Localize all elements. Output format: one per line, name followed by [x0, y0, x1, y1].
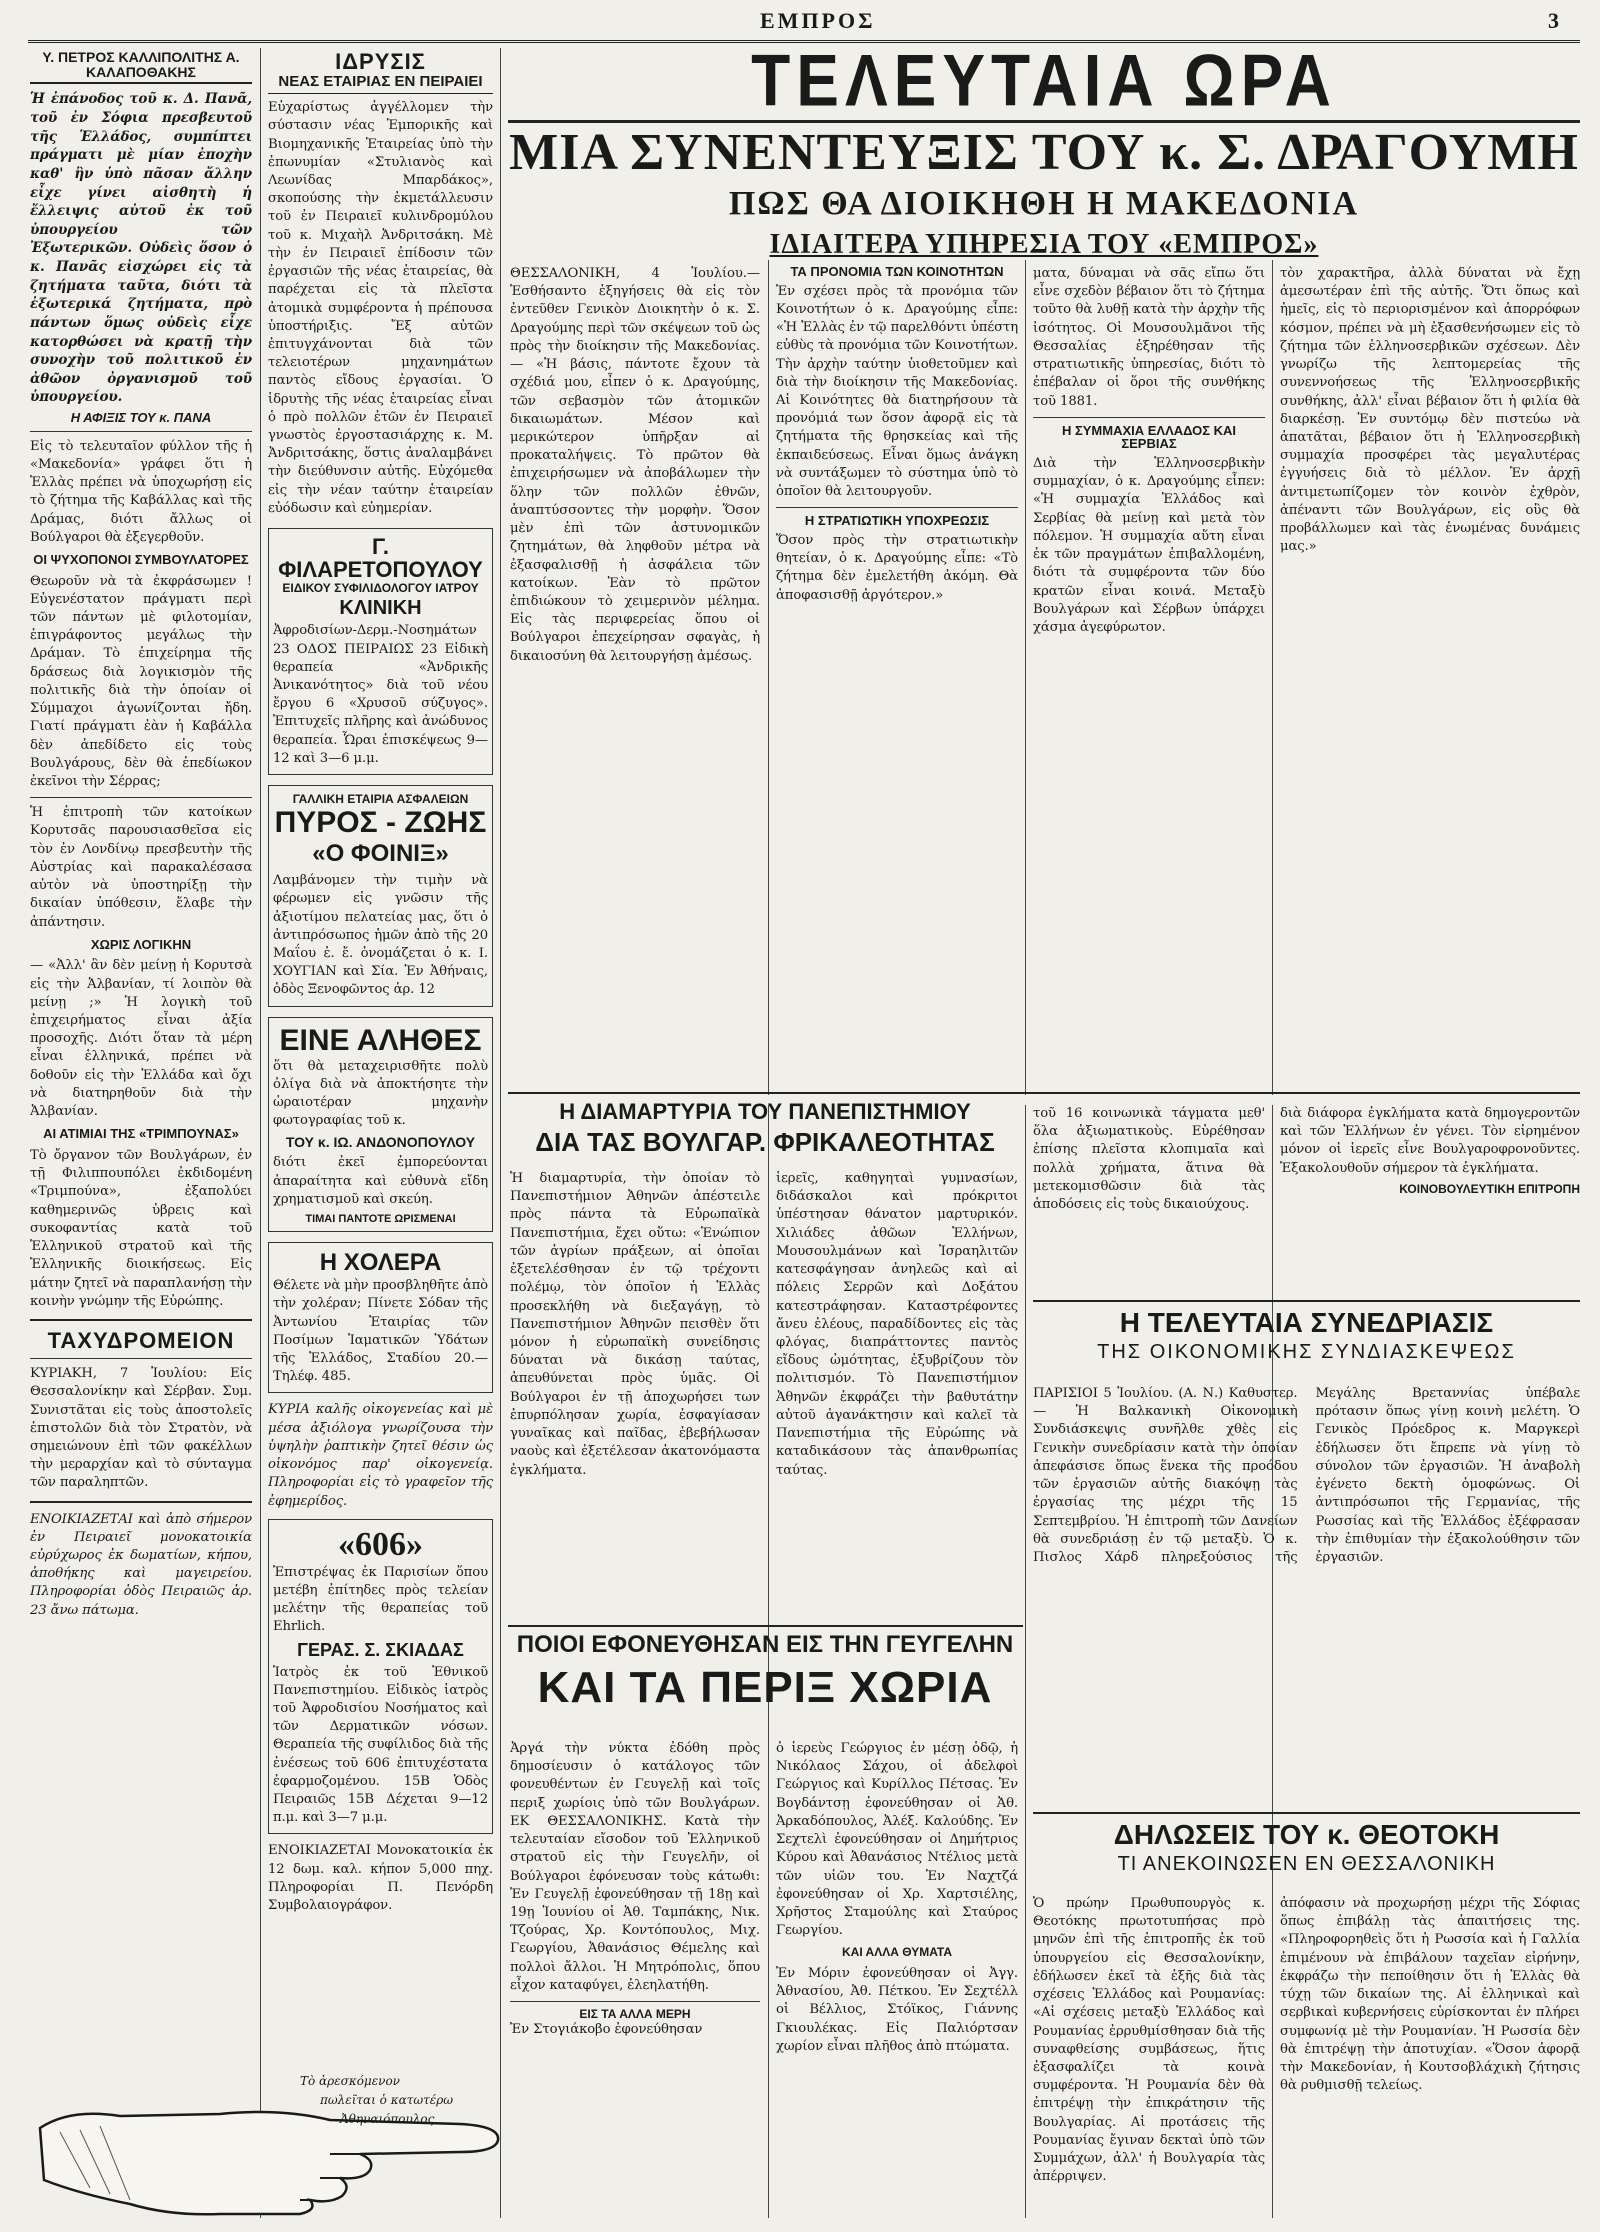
- alithes-text: ὅτι θὰ μεταχειρισθῆτε πολὺ ὀλίγα διὰ νὰ ἀποκτήσητε τὴν ὡραιοτέραν μηχανὴν φωτογραφίας τοῦ κ.: [273, 1058, 488, 1129]
- university-column-b: [776, 1170, 1018, 1620]
- university-heading: Η ΔΙΑΜΑΡΤΥΡΙΑ ΤΟΥ ΠΑΝΕΠΙΣΤΗΜΙΟΥ: [559, 1100, 971, 1124]
- subheading: ΧΩΡΙΣ ΛΟΓΙΚΗΝ: [90, 936, 192, 952]
- ad-606: [268, 1519, 493, 1835]
- column-rule: [1025, 260, 1026, 1095]
- committee-label: ΚΟΙΝΟΒΟΥΛΕΥΤΙΚΗ ΕΠΙΤΡΟΠΗ: [1399, 1181, 1580, 1196]
- main-column-c: [1033, 265, 1265, 1085]
- column-rule: [500, 48, 501, 2218]
- hand-caption-line: πωλεῖται ὁ κατωτέρω: [320, 2093, 454, 2108]
- rent-notice-2: ΕΝΟΙΚΙΑΖΕΤΑΙ Μονοκατοικία ἐκ 12 δωμ. καλ. κήπον 5,000 πηχ. Πληροφορίαι Π. Πενόρδη Συμβολαιογράφον.: [268, 1843, 493, 1914]
- article-text: Ἡ ἐπάνοδος τοῦ κ. Δ. Πανᾶ, τοῦ ἐν Σόφια πρεσβευτοῦ τῆς Ἑλλάδος, συμπίπτει πράγματι μὲ μίαν ἐποχὴν καθ' ἣν ὑπὸ πᾶσαν ἄλλην εἶχε γίνει αἰσθητὴ ἡ ἔλλειψις αὐτοῦ ἐκ τοῦ ὑπουργείου τῶν Ἐξωτερικῶν. Οὐδεὶς ὅσον ὁ κ. Πανᾶς εἰσχώρει εἰς τὰ ζητήματα ταῦτα, διότι τὰ ἐξωτερικά ζητήματα, πρὸ πάντων ὅμως οὐδεὶς εἶχε κατορθώσει νὰ κρατῇ τὴν συνοχὴν τοῦ πολιτικοῦ ἐν ἀθῶον ὀργανισμοῦ τοῦ ὑπουργείου.: [30, 91, 252, 406]
- insurance-ad: [268, 785, 493, 1007]
- article-text: τοῦ 16 κοινωνικὰ τάγματα μεθ' ὅλα ἀξιωματικοὺς. Εὑρέθησαν ἐπίσης πλεῖστα κλοπιμαῖα καὶ πολλὰ χρήματα, ἅτινα θὰ μετεκομισθῶσιν διὰ τὰς ἀποδόσεις εἰς τοὺς δικαιούχους.: [1033, 1106, 1265, 1213]
- article-text: Ὅσον πρὸς τὴν στρατιωτικὴν θητείαν, ὁ κ. Δραγούμης εἶπε: «Τὸ ζήτημα δὲν ἐμελετήθη ἀκόμη. Θὰ ἀποφασισθῇ ἀργότερον.»: [776, 532, 1018, 603]
- university-heading-2: ΔΙΑ ΤΑΣ ΒΟΥΛΓΑΡ. ΦΡΙΚΑΛΕΟΤΗΤΑΣ: [535, 1127, 995, 1158]
- article-text: — «Ἀλλ' ἂν δὲν μείνῃ ἡ Κορυτσὰ εἰς τὴν Ἀλβανίαν, τί λοιπὸν θὰ μείνῃ ;» Ἡ λογικὴ τοῦ ἐπιχειρήματος εἶναι ἀξία προσοχῆς. Διότι ὅταν τὰ μέρη εἶναι ἑλληνικά, πρέπει νὰ δοθοῦν εἰς τὴν Ἑλλάδα καὶ ὄχι νὰ διατηρηθοῦν διὰ τὴν Ἀλβανίαν.: [30, 958, 252, 1120]
- column-rule: [260, 48, 261, 2218]
- article-text: Ἐν Στογιάκοβο ἐφονεύθησαν: [510, 2021, 703, 2037]
- divider: [30, 797, 252, 798]
- university-column-d: [1280, 1105, 1580, 1295]
- insurance-name: ΠΥΡΟΣ - ΖΩΗΣ: [274, 806, 487, 840]
- ad-606-text: Ἐπιστρέψας ἐκ Παρισίων ὅπου μετέβη ἐπίτηδες πρὸς τελείαν μελέτην τῆς θεραπείας τοῦ Ehrlich.: [273, 1564, 488, 1635]
- divider: [510, 2001, 760, 2002]
- cholera-text: Θέλετε νὰ μὴν προσβληθῆτε ἀπὸ τὴν χολέραν; Πίνετε Σόδαν τῆς Ἀντωνίου Ἑταιρίας τῶν Ποσίμων Ἰαματικῶν Ὑδάτων τῆς Ἑλλάδος, Σταδίου 20.—Τηλέφ. 485.: [273, 1278, 488, 1385]
- divider: [508, 1625, 1023, 1627]
- main-column-d: [1280, 265, 1580, 1085]
- theotokis-column-b: [1280, 1895, 1580, 2215]
- column-rule: [1025, 1105, 1026, 2218]
- rent-notice: ΕΝΟΙΚΙΑΖΕΤΑΙ καὶ ἀπὸ σήμερον ἐν Πειραιεῖ μονοκατοικία εὐρύχωρος ἐκ δωματίων, κήπου, ἀποθήκης καὶ μαγειρείου. Πληροφορίαι ὁδὸς Πειραιῶς ἀρ. 23 ἄνω πάτωμα.: [30, 1511, 252, 1618]
- column-2: [268, 50, 493, 2210]
- theotokis-heading: ΔΗΛΩΣΕΙΣ ΤΟΥ κ. ΘΕΟΤΟΚΗ: [1113, 1820, 1500, 1850]
- article-text: ἱερεῖς, καθηγηταὶ γυμνασίων, διδάσκαλοι καὶ πρόκριτοι ὑπέστησαν θάνατον μαρτυρικόν. Χιλιάδες ἀθῶων Ἑλλήνων, Μουσουλμάνων καὶ Ἰσραηλιτῶν κατεσφάγησαν ἀνηλεῶς καὶ αἱ πόλεις Σερρῶν καὶ Δοξάτου κατεστράφησαν. Καταστρέφοντες ἄνευ ἐλέους, παραδίδοντες εἰς τὰς φλόγας, διαπράττοντες παντὸς εἴδους ὠμότητας, ἐξυβρίζουν τὸν πολιτισμόν. Τὸ Πανεπιστήμιον Ἀθηνῶν ἐκφράζει τὴν βαθυτάτην αὐτοῦ ἀγανάκτησιν καὶ καλεῖ τὰ Πανεπιστήμια τῆς Εὐρώπης νὰ καταδικάσουν τὰς ἀπανθρωπίας ταύτας.: [776, 1171, 1018, 1478]
- masthead-rule: [28, 40, 1580, 43]
- alithes-text-2: διότι ἐκεῖ ἐμπορεύονται ἀπαραίτητα καὶ εὐθυνὰ εἴδη χρηματισμοῦ καὶ σκεύη.: [273, 1155, 488, 1207]
- divider: [30, 1319, 252, 1321]
- cholera-heading: Η ΧΟΛΕΡΑ: [319, 1249, 442, 1277]
- idrysis-subheading: ΝΕΑΣ ΕΤΑΙΡΙΑΣ ΕΝ ΠΕΙΡΑΙΕΙ: [268, 73, 493, 94]
- theotokis-heading-block: [1033, 1820, 1580, 1890]
- article-text: ματα, δύναμαι νὰ σᾶς εἴπω ὅτι εἶνε σχεδὸν βέβαιον ὅτι τὸ ζήτημα τοῦτο θὰ λυθῇ κατὰ τὴν ἀρχὴν τῆς ἰσότητος. Οἱ Μουσουλμᾶνοι τῆς Θεσσαλίας ἐξηρέθησαν τῆς στρατιωτικῆς ὑπηρεσίας, διότι τὸ ἐπέβαλαν οἱ ὅροι τῆς συνθήκης τοῦ 1881.: [1033, 266, 1265, 409]
- divider: [1033, 1300, 1580, 1302]
- divider: [1033, 1812, 1580, 1814]
- doctor-title: ΕΙΔΙΚΟΥ ΣΥΦΙΛΙΔΟΛΟΓΟΥ ΙΑΤΡΟΥ: [282, 581, 479, 596]
- skiadas-heading: ΓΕΡΑΣ. Σ. ΣΚΙΑΔΑΣ: [297, 1639, 464, 1660]
- article-text: Ἡ ἐπιτροπὴ τῶν κατοίκων Κορυτσᾶς παρουσιασθεῖσα εἰς τὸν ἐν Λονδίνῳ πρεσβευτὴν τῆς Αὐστρίας καὶ παρακαλέσασα αὐτὸν νὰ ὑποστηρίξῃ τὴν δικαίαν ὑπόθεσιν, ἔλαβε τὴν ἀπάντησιν.: [30, 805, 252, 930]
- killed-column-b: [776, 1740, 1018, 2210]
- author-heading: Υ. ΠΕΤΡΟΣ ΚΑΛΛΙΠΟΛΙΤΗΣ Α. ΚΑΛΑΠΟΘΑΚΗΣ: [30, 50, 252, 84]
- session-subheading: ΤΗΣ ΟΙΚΟΝΟΜΙΚΗΣ ΣΥΝΔΙΑΣΚΕΨΕΩΣ: [1097, 1341, 1516, 1364]
- subheading: ΟΙ ΨΥΧΟΠΟΝΟΙ ΣΥΜΒΟΥΛΑΤΟΡΕΣ: [33, 551, 249, 567]
- subheading: Η ΣΥΜΜΑΧΙΑ ΕΛΛΑΔΟΣ ΚΑΙ ΣΕΡΒΙΑΣ: [1061, 422, 1237, 452]
- article-text: Ἡ διαμαρτυρία, τὴν ὁποίαν τὸ Πανεπιστήμιον Ἀθηνῶν ἀπέστειλε πρὸς πάντα τὰ Εὐρωπαϊκὰ Πανεπιστήμια, ἔχει οὕτω: «Ἐνώπιον τῶν ἀγρίων πράξεων, αἱ ὁποῖαι ἐξετελέσθησαν ἐν τῷ τρέχοντι πολέμῳ, τὸν ὁποῖον ἡ Ἑλλὰς προσεκλήθη νὰ διεξαγάγῃ, τὸ Πανεπιστήμιον Ἀθηνῶν πεισθὲν ὅτι μόνον ἡ εὐρωπαϊκὴ συνείδησις δύναται νὰ δικάσῃ ταύτας, ἀπευθύνεται πρὸς ὑμᾶς. Οἱ Βούλγαροι ἐν τῇ ἀποχωρήσει των ἐπυρπόλησαν χωρία, ἐσφαγίασαν γυναῖκας καὶ παῖδας, ἐβεβήλωσαν ναοὺς καὶ ἐξετέλεσαν ἀκατονόμαστα ἐγκλήματα.: [510, 1171, 760, 1478]
- banner-macedonia: ΠΩΣ ΘΑ ΔΙΟΙΚΗΘΗ Η ΜΑΚΕΔΟΝΙΑ: [728, 185, 1360, 222]
- masthead-title: ΕΜΠΡΟΣ: [760, 8, 876, 33]
- insurance-heading: ΓΑΛΛΙΚΗ ΕΤΑΙΡΙΑ ΑΣΦΑΛΕΙΩΝ: [292, 792, 469, 807]
- main-column-a: [510, 265, 760, 1085]
- hand-caption-line: Ἀθηναιόπουλος: [340, 2112, 435, 2127]
- doctor-text: Ἀφροδισίων-Δερμ.-Νοσημάτων 23 ΟΔΟΣ ΠΕΙΡΑΙΩΣ 23 Εἰδικὴ θεραπεία «Ἀνδρικῆς Ἀνικανότητος» διὰ τοῦ νέου ἔργου 6 «Χρυσοῦ σύζυγος». Ἐπιτυχεῖς πλῆρης καὶ ἀνώδυνος θεραπεία. Ὧραι ἐπισκέψεως 9—12 καὶ 3—6 μ.μ.: [273, 623, 488, 766]
- main-column-b: [776, 265, 1018, 1085]
- post-text: ΚΥΡΙΑΚΗ, 7 Ἰουλίου: Εἰς Θεσσαλονίκην καὶ Σέρβαν. Συμ. Συνιστᾶται εἰς τοὺς ἀποστολεῖς ἐπιστολῶν διὰ τὸν Στρατὸν, νὰ σημειώνουν ἐπὶ τῶν φακέλλων τὴν μεραρχίαν καὶ τὸ σύνταγμα τῶν παραληπτῶν.: [30, 1366, 252, 1491]
- divider: [776, 507, 1018, 508]
- cholera-ad: [268, 1242, 493, 1393]
- banner-service: ΙΔΙΑΙΤΕΡΑ ΥΠΗΡΕΣΙΑ ΤΟΥ «ΕΜΠΡΟΣ»: [769, 229, 1319, 260]
- university-column-c: [1033, 1105, 1265, 1305]
- theotokis-column-a: [1033, 1895, 1265, 2215]
- divider: [1033, 417, 1265, 418]
- doctor-clinic: ΚΛΙΝΙΚΗ: [339, 597, 422, 620]
- article-text: Θεωροῦν νὰ τὰ ἐκφράσωμεν ! Εὐγενέστατον πράγματι περὶ τῶν πάντων μὲ φιλοτομίαν, ἐπιγράφοντος μεγάλως τὴν Δράμαν. Τὸ ἐπιχείρημα τῆς δράσεως διὰ λογικισμὸν τῆς πολιτικῆς διὰ τὴν ὁποίαν οἱ Σύμμαχοι ἀγωνίζονται ἤδη. Γιατί πράγματι ἐὰν ἡ Καβάλλα δὲν ἀπεδίδετο εἰς τοὺς Βουλγάρους, δὲν θὰ ἐπεδίωκον ἐκεῖνοι τὴν Σέρρας;: [30, 573, 252, 789]
- kyria-notice: ΚΥΡΙΑ καλῆς οἰκογενείας καὶ μὲ μέσα ἀξιόλογα γνωρίζουσα τὴν ὑψηλὴν ῥαπτικὴν ζητεῖ θέσιν ὡς οἰκονόμος παρ' οἰκογενείᾳ. Πληροφορίαι εἰς τὸ γραφεῖον τῆς ἐφημερίδος.: [268, 1402, 493, 1509]
- article-text: ὁ ἱερεὺς Γεώργιος ἐν μέσῃ ὁδῷ, ἡ Νικόλαος Σάχου, οἱ ἀδελφοὶ Γεώργιος καὶ Κυρίλλος Πέτσας. Ἐν Βογδάντσῃ ἐφονεύθησαν οἱ Ἀθ. Ἀρκαδόπουλος, Ἀλέξ. Καλούδης. Ἐν Σεχτελὶ ἐφονεύθησαν οἱ Δημήτριος Κύρου καὶ Ἀθανάσιος Ντέλιος μετὰ τῶν υἱῶν του. Ἐν Ναχτζά ἐφονεύθησαν οἱ Χρ. Χαρτσιέλης, Χρῆστος Σταμούλης καὶ Σταύρος Γεωργίου.: [776, 1741, 1018, 1939]
- article-text: διὰ διάφορα ἐγκλήματα κατὰ δημογεροντῶν καὶ τῶν Ἑλλήνων ἐν γένει. Τὸν εἰρημένον μόνον οἱ ἱερεῖς εἶνε Βουλγαροφρονοῦντες. Ἐξακολουθοῦν σήμερον τὰ ἐγκλήματα.: [1280, 1106, 1580, 1176]
- subheading: ΚΑΙ ΑΛΛΑ ΘΥΜΑΤΑ: [841, 1945, 952, 1960]
- page-number: 3: [1548, 8, 1559, 33]
- article-text: Ἀργά τὴν νύκτα ἐδόθη πρὸς δημοσίευσιν ὁ κατάλογος τῶν φονευθέντων ἐν Γευγελῇ καὶ τοῖς περιξ χωρίοις ὑπὸ τῶν Βουλγάρων. ΕΚ ΘΕΣΣΑΛΟΝΙΚΗΣ. Κατὰ τὴν τελευταίαν εἴσοδον τοῦ Ἑλληνικοῦ στρατοῦ εἰς τὴν Γευγελῆν, οἱ Βούλγαροι ἐφόνευσαν τοὺς κάτωθι: Ἐν Γευγελῇ ἐφονεύθησαν τῇ 18ῃ καὶ 19ῃ Ἰουνίου οἱ Ἀθ. Ταμπάκης, Νικ. Τζούρας, Χρ. Κοντόπουλος, Μιχ. Γεωργίου, Ἀθανάσιος Θέμελης καὶ πολλοὶ ἄλλοι. Ἡ Μητρόπολις, ὅπου εἶχον καταφύγει, ἐλεηλατήθη.: [510, 1741, 760, 1993]
- doctor-ad: [268, 528, 493, 775]
- subheading: Η ΣΤΡΑΤΙΩΤΙΚΗ ΥΠΟΧΡΕΩΣΙΣ: [804, 513, 990, 529]
- article-text: Ἐν Μόριν ἐφονεύθησαν οἱ Ἀγγ. Ἀθνασίου, Ἀθ. Πέτκου. Ἐν Σεχτέλλ οἱ Βέλλιος, Στόϊκος, Γιάννης Γκιουλέκας. Εἰς Παλιόρτσαν χωρίον εἶναι πλῆθος ἀπὸ πτώματα.: [776, 1966, 1018, 2054]
- article-text: Διὰ τὴν Ἑλληνοσερβικὴν συμμαχίαν, ὁ κ. Δραγούμης εἶπεν: «Ἡ συμμαχία Ἑλλάδος καὶ Σερβίας θὰ μείνῃ καὶ μετὰ τὸν πόλεμον. Ἡ συμμαχία αὕτη εἶναι ἐκ τῶν πραγμάτων ἐπιβαλλομένη, διότι τὰ συμφέροντα τῶν δύο κρατῶν εἶναι κοινά. Μεταξὺ Βουλγάρων καὶ Σέρβων ὑπάρχει χάσμα ἀγεφύρωτον.: [1033, 456, 1265, 635]
- killed-heading: ΠΟΙΟΙ ΕΦΟΝΕΥΘΗΣΑΝ ΕΙΣ ΤΗΝ ΓΕΥΓΕΛΗΝ: [516, 1632, 1014, 1658]
- section-label: Η ΑΦΙΞΙΣ ΤΟΥ κ. ΠΑΝΑ: [70, 410, 212, 425]
- killed-column-a: [510, 1740, 760, 2210]
- idrysis-heading: ΙΔΡΥΣΙΣ: [335, 50, 426, 74]
- divider: [30, 431, 252, 432]
- divider: [30, 1358, 252, 1359]
- doctor-name: Γ. ΦΙΛΑΡΕΤΟΠΟΥΛΟΥ: [278, 534, 483, 583]
- photo-shop-ad: [268, 1017, 493, 1233]
- article-text: Εἰς τὸ τελευταῖον φύλλον τῆς ἡ «Μακεδονία» γράφει ὅτι ἡ Ἑλλὰς πρέπει νὰ ὑποχωρήσῃ εἰς τὸ ζήτημα τῆς Καβάλλας καὶ τῆς Δράμας, διότι ἄλλως οἱ Βούλγαροι θὰ ἐξεγερθοῦν.: [30, 438, 252, 545]
- killed-heading-block: [510, 1632, 1020, 1732]
- session-heading: Η ΤΕΛΕΥΤΑΙΑ ΣΥΝΕΔΡΙΑΣΙΣ: [1119, 1308, 1494, 1338]
- article-text: ἀπόφασιν νὰ προχωρήσῃ μέχρι τῆς Σόφιας ὅπως ἐπιβάλῃ τὰς ἀπαιτήσεις της. «Πληροφορηθεὶς ὅτι ἡ Ρωσσία καὶ ἡ Γαλλία ἐπιμένουν νὰ ἐπιβάλουν ταχεῖαν εἰρήνην, ἐκφράζω τὴν πεποίθησιν ὅτι ἡ Ἑλλὰς θὰ τύχῃ τῶν δικαίων της. Αἱ ἑλληνικαὶ καὶ σερβικαὶ κυβερνήσεις εὑρίσκονται ἐν πλήρει συμφωνίᾳ μὲ τὴν Ρουμανίαν. Ἡ Ρωσσία δὲν θὰ ἐπιτρέψῃ τὴν ἀποτυχίαν. «Ὅσον ἀφορᾷ τὴν Μακεδονίαν, ἡ Κουτσοβλάχικὴ ζήτησις θὰ ρυθμισθῇ τελείως.: [1280, 1896, 1580, 2094]
- alithes-shop: ΤΟΥ κ. ΙΩ. ΑΝΔΟΝΟΠΟΥΛΟΥ: [285, 1134, 476, 1151]
- column-rule: [768, 260, 769, 1095]
- university-column-a: [510, 1170, 760, 1620]
- divider: [30, 1501, 252, 1503]
- subheading: ΤΑ ΠΡΟΝΟΜΙΑ ΤΩΝ ΚΟΙΝΟΤΗΤΩΝ: [790, 265, 1004, 279]
- column-1: [30, 50, 252, 2060]
- subheading: ΑΙ ΑΤΙΜΙΑΙ ΤΗΣ «ΤΡΙΜΠΟΥΝΑΣ»: [43, 1126, 239, 1142]
- session-heading-block: [1033, 1308, 1580, 1378]
- ad-606-heading: «606»: [338, 1525, 423, 1563]
- subheading: ΕΙΣ ΤΑ ΑΛΛΑ ΜΕΡΗ: [579, 2007, 691, 2022]
- article-text: τὸν χαρακτῆρα, ἀλλὰ δύναται νὰ ἔχῃ ἀμεσωτέραν ἐπὶ τῆς αὐτῆς. Ὅτι ὅπως καὶ ἡμεῖς, εἰς τὸ περιορισμένον καὶ ἀπορρόφων κόσμον, πρέπει νὰ μὴ ἐξασθενήσωμεν εἰς τὸ ζήτημα τῶν ἑλληνοσερβικῶν σχέσεων. Δὲν γνωρίζω τῆς λεπτομερείας τῆς συνεννοήσεως τῆς Ἑλληνοσερβικῆς συνθήκης, ἀλλ' εἶναι βέβαιον ὅτι ἡ φιλία θὰ διαρκέσῃ. Ἐν συντόμῳ δὲν πιστεύω νὰ ἀπατᾶται, βέβαιον ὅτι ἡ Ἑλληνοσερβικὴ συμμαχία προσφέρει τὰς μεγαλυτέρας ἐγγυήσεις διὰ τὸ μέλλον. Ἐν ἀρχῇ ἀντιμετωπίζομεν τὸν κοινὸν ἐχθρὸν, ἀπέναντι τῶν Βουλγάρων, εἰς οὓς θὰ προβάλλωμεν καὶ τὰς ἑνωμένας δυνάμεις μας.»: [1280, 266, 1580, 555]
- hand-caption-line: Τὸ ἀρεσκόμενον: [300, 2074, 400, 2088]
- article-text: ΘΕΣΣΑΛΟΝΙΚΗ, 4 Ἰουλίου.—Ἐσθήσαντο ἐξηγήσεις θὰ εἰς τὸν ἐντεῦθεν Γενικὸν Διοικητὴν ὁ κ. Σ. Δραγούμης περὶ τῶν σκέψεων τοῦ ὡς πρὸς τὴν διοίκησιν τῆς Μακεδονίας. — «Ἡ βάσις, πάντοτε ἔχουν τὰ σχέδιά μου, εἶπεν ὁ κ. Δραγούμης, τῶν σεβασμὸν τῶν ἀτομικῶν δικαιωμάτων. Μέσον καὶ μερικώτερον ὑπῆρξαν αἱ προκαταλήψεις. Τὸ πρῶτον θὰ ἐπιχειρήσωμεν νὰ ἀποβάλωμεν τὴν ὅλην τῶν πολλῶν ἐθνῶν, ἀναπτύσσοντες τὴν μορφὴν. Ὅσον μὲν ἐπὶ τῶν ἀστυνομικῶν ζητημάτων, θὰ ληφθοῦν μέτρα νὰ ἐξασφαλισθῇ ἡ ἀσφάλεια τῶν κατοίκων. Ἐὰν τὸ πρῶτον ἐπιδιώκουν τὸ χειμερινὸν μέλημα. Εἰς τὰς περιφερείας ὅπου οἱ Βούλγαροι ἐπεχείρησαν σφαγὰς, ἡ δικαιοσύνη θὰ λειτουργήσῃ ἀμέσως.: [510, 266, 760, 664]
- skiadas-text: Ἰατρὸς ἐκ τοῦ Ἐθνικοῦ Πανεπιστημίου. Εἰδικὸς ἰατρὸς τοῦ Ἀφροδισίου Νοσήματος καὶ τῶν Δερματικῶν νόσων. Θεραπεία τῆς συφίλιδος διὰ τῆς ἐνέσεως τοῦ 606 ἐπιτυχέστατα ἐφαρμοζομένου. 15Β Ὁδὸς Πειραιῶς 15Β Δέχεται 9—12 π.μ. καὶ 3—7 μ.μ.: [273, 1664, 488, 1826]
- insurance-text: Λαμβάνομεν τὴν τιμὴν νὰ φέρωμεν εἰς γνῶσιν τῆς ἀξιοτίμου πελατείας μας, ὅτι ὁ ἀντιπρόσωπος ἡμῶν ἀπὸ τῆς 20 Μαΐου ἐ. ἔ. ὀνομάζεται ὁ κ. Ι. ΧΟΥΓΙΑΝ καὶ Σία. Ἐν Ἀθήναις, ὁδὸς Ξενοφῶντος ἀρ. 12: [273, 873, 488, 998]
- alithes-fixed: ΤΙΜΑΙ ΠΑΝΤΟΤΕ ΩΡΙΣΜΕΝΑΙ: [305, 1213, 456, 1226]
- session-text: [1033, 1385, 1580, 1805]
- idrysis-text: Εὐχαρίστως ἀγγέλλομεν τὴν σύστασιν νέας Ἐμπορικῆς καὶ Βιομηχανικῆς Ἑταιρείας ὑπὸ τὴν ἐπωνυμίαν «Στυλιανὸς καὶ Λεωνίδας Μπαρδάκος», σκοπούσης τὴν ἐκμετάλλευσιν τοῦ ἐν Πειραιεῖ κυλινδρομύλου τοῦ κ. Μιχαὴλ Ἀνδριτσάκη. Μὲ τὴν ἐν Πειραιεῖ ἐπίδοσιν τῶν ἐργασιῶν τῆς νέας ἑταιρείας, θὰ παρέχεται εἰς τὰ πλεῖστα ἀτομικὰ συμφέροντα ἡ πρέπουσα ὑποστήριξις. Ἔξ αὐτῶν ἐπιτυγχάνονται διὰ τῶν τελειοτέρων μηχανημάτων παντὸς εἴδους ἐργασίαι. Ὁ ἱδρυτὴς τῆς νέας ἑταιρείας εἶναι ὁ πρὸ πολλῶν ἐτῶν ἐν Πειραιεῖ γνωστὸς ἐργοστασιάρχης κ. Μ. Ἀνδριτσάκης, ὅστις ἀναλαμβάνει τὴν διεύθυνσιν αὐτῆς. Εὐχόμεθα εἰς τὴν νέαν ταύτην ἑταιρείαν εὐόδωσιν καὶ εὐημερίαν.: [268, 100, 493, 516]
- divider: [508, 1092, 1580, 1094]
- column-rule: [1272, 260, 1273, 1095]
- theotokis-subheading: ΤΙ ΑΝΕΚΟΙΝΩΣΕΝ ΕΝ ΘΕΣΣΑΛΟΝΙΚΗ: [1117, 1853, 1496, 1876]
- alithes-heading: ΕΙΝΕ ΑΛΗΘΕΣ: [279, 1023, 482, 1057]
- article-text: Τὸ ὄργανον τῶν Βουλγάρων, ἐν τῇ Φιλιππουπόλει ἐκδιδομένη «Τριμπούνα», ἐξαπολύει καθημερινῶς ὑβρεις καὶ συκοφαντίας κατὰ τοῦ Ἑλληνικοῦ στρατοῦ καὶ τῆς Ἑλληνικῆς διοικήσεως. Εἰς μάτην ζητεῖ νὰ παραπλανήσῃ τὴν κοινὴν γνώμην τῆς Εὐρώπης.: [30, 1148, 252, 1309]
- banner-last-hour: ΤΕΛΕΥΤΑΙΑ ΩΡΑ: [751, 48, 1337, 122]
- post-heading: ΤΑΧΥΔΡΟΜΕΙΟΝ: [47, 1327, 235, 1353]
- article-text: ΠΑΡΙΣΙΟΙ 5 Ἰουλίου. (Α. Ν.) Καθυστερ.— Ἡ Βαλκανικὴ Οἰκονομικὴ Συνδιάσκεψις συνῆλθε χθὲς εἰς Γενικὴν συνεδρίασιν κατὰ τὴν ὁποίαν ἀπεφάσισε ὅπως ἕνεκα τῆς προόδου τῶν ἐργασιῶν αὐτῆς διακόψῃ τὰς ἐργασίας της μέχρι τῆς 15 Σεπτεμβρίου. Ἡ ἐπιτροπὴ τῶν Δανείων θὰ συνεδριάσῃ ἐν τῷ μεταξὺ. Ὁ κ. Πισλος Χάρδ πληρεξούσιος τῆς Μεγάλης Βρεταννίας ὑπέβαλε πρότασιν ὅπως γίνῃ κοινὴ μελέτη. Ὁ Γενικὸς Πρόεδρος κ. Μαργκερὶ ἐδήλωσεν ὅτι ἔπρεπε νὰ γίνῃ τὸ σύνολον τῶν ἐργασιῶν. Ἡ ἀναβολὴ ἐγένετο δεκτὴ ὁμοφώνως. Οἱ ἀντιπρόσωποι τῆς Γερμανίας, τῆς Ρωσσίας καὶ τῆς Ἑλλάδος ἐξέφρασαν τὴν ἐπιθυμίαν τὴν ἐξακολούθησιν τῶν ἐργασιῶν.: [1033, 1386, 1580, 1565]
- main-banner: [508, 48, 1580, 260]
- killed-heading-2: ΚΑΙ ΤΑ ΠΕΡΙΞ ΧΩΡΙΑ: [537, 1663, 993, 1713]
- article-text: Ἐν σχέσει πρὸς τὰ προνόμια τῶν Κοινοτήτων ὁ κ. Δραγούμης εἶπε: «Ἡ Ἑλλὰς ἐν τῷ παρελθόντι ὑπέστη εὐθὺς τὰ προνόμια τῶν Κοινοτήτων. Τὴν ἀρχὴν ταύτην ὑιοθετοῦμεν καὶ διὰ τὴν διοίκησιν τῆς Μακεδονίας. Αἱ Κοινότητες θὰ διατηρήσουν τὰ προνόμιά των ὅσον ἀφορᾷ εἰς τὰ ζητήματα τῆς θρησκείας καὶ τῆς ἐκπαιδεύσεως. Εἶναι ὅμως ἀνάγκη νὰ συντάξωμεν τὸ σύστημα ὑπὸ τὸ ὁποῖον θὰ λειτουργοῦν.: [776, 283, 1018, 500]
- banner-interview: ΜΙΑ ΣΥΝΕΝΤΕΥΞΙΣ ΤΟΥ κ. Σ. ΔΡΑΓΟΥΜΗ: [509, 124, 1579, 181]
- insurance-name-2: «Ο ΦΟΙΝΙΞ»: [312, 840, 449, 868]
- article-text: Ὁ πρώην Πρωθυπουργὸς κ. Θεοτόκης πρωτοτυπήσας πρὸ μηνῶν ἐπὶ τῆς ἐπιτροπῆς ἐκ τοῦ ὑπουργείου εἰς Θεσσαλονίκην, ἐδήλωσεν ἐκεῖ τὰ ἑξῆς διὰ τὰς σχέσεις Ἑλλάδος καὶ Ρουμανίας: «Αἱ σχέσεις μεταξὺ Ἑλλάδος καὶ Ρουμανίας ἐρρυθμίσθησαν διὰ τῆς συναφθείσης συμβάσεως, ἥτις ἐξασφαλίζει τὰ κοινὰ συμφέροντα. Ἡ Ρουμανία δὲν θὰ ἐπιτρέψῃ τὴν ἐπικράτησιν τῆς Βουλγαρίας. Αἱ προτάσεις τῆς Ρουμανίας ἔγιναν δεκταὶ ὑπὸ τῶν Συμμάχων, ἀλλ' ἡ Βουλγαρία τὰς ἀπέρριψεν.: [1033, 1896, 1265, 2185]
